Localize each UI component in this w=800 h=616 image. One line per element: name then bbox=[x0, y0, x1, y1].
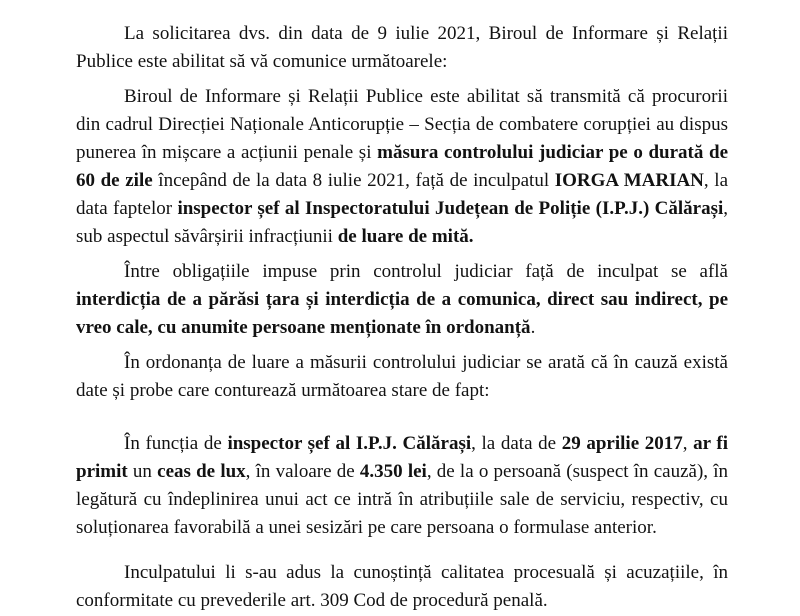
bold-text-run: ceas de lux bbox=[157, 461, 246, 482]
paragraph-facts bbox=[76, 430, 728, 542]
text-run: , bbox=[682, 433, 694, 454]
text-run: începând de la data 8 iulie 2021, față de inculpatul bbox=[152, 170, 555, 191]
bold-text-run: inspector șef al I.P.J. Călărași bbox=[227, 433, 472, 454]
bold-text-run: inspector șef al Inspectoratului Județean de Poliție (I.P.J.) Călărași bbox=[177, 198, 724, 219]
text-run: , sub aspectul săvârșirii infracțiunii bbox=[76, 198, 728, 247]
text-run: Biroul de Informare și Relații Publice este abilitat să transmită că procurorii din cadrul Direcției Naționale Anticorupție – Secția de combatere corupției au dispus punerea în mișcare a acțiunii penale și bbox=[76, 86, 728, 163]
bold-text-run: măsura controlului judiciar pe o durată de 60 de zile bbox=[76, 142, 728, 191]
text-run: . bbox=[530, 317, 536, 338]
bold-text-run: IORGA MARIAN bbox=[554, 170, 704, 191]
text-run: un bbox=[127, 461, 158, 482]
text-run: În funcția de bbox=[124, 433, 228, 454]
bold-text-run: 29 aprilie 2017 bbox=[561, 433, 683, 454]
text-run: La solicitarea dvs. din data de 9 iulie 2021, Biroul de Informare și Relații Publice este abilitat să vă comunice următoarele: bbox=[76, 23, 728, 72]
text-run: Inculpatului li s-au adus la cunoștință calitatea procesuală și acuzațiile, în conformitate cu prevederile art. 309 Cod de procedură penală. bbox=[76, 562, 728, 611]
text-run: , în valoare de bbox=[245, 461, 360, 482]
bold-text-run: ar fi primit bbox=[76, 433, 728, 482]
text-run: , la data faptelor bbox=[76, 170, 729, 219]
text-run: În ordonanța de luare a măsurii controlului judiciar se arată că în cauză există date și probe care conturează următoarea stare de fapt: bbox=[76, 352, 728, 401]
bold-text-run: 4.350 lei bbox=[359, 461, 427, 482]
paragraph-ordinance bbox=[76, 349, 728, 405]
paragraph-measure bbox=[76, 83, 728, 251]
bold-text-run: interdicția de a părăsi țara și interdicția de a comunica, direct sau indirect, pe vreo cale, cu anumite persoane menționate în ordonanță bbox=[76, 289, 728, 338]
text-run: , la data de bbox=[471, 433, 562, 454]
paragraph-obligations bbox=[76, 258, 728, 342]
paragraph-notification bbox=[76, 559, 728, 615]
text-run: , de la o persoană (suspect în cauză), în legătură cu îndeplinirea unui act ce intră în atribuțiile sale de serviciu, respectiv, cu soluționarea favorabilă a unei sesizări pe care persoana o formulase anterior. bbox=[76, 461, 729, 538]
text-run: Între obligațiile impuse prin controlul judiciar față de inculpat se află bbox=[124, 261, 728, 282]
bold-text-run: de luare de mită. bbox=[337, 226, 474, 247]
paragraph-intro bbox=[76, 20, 728, 76]
